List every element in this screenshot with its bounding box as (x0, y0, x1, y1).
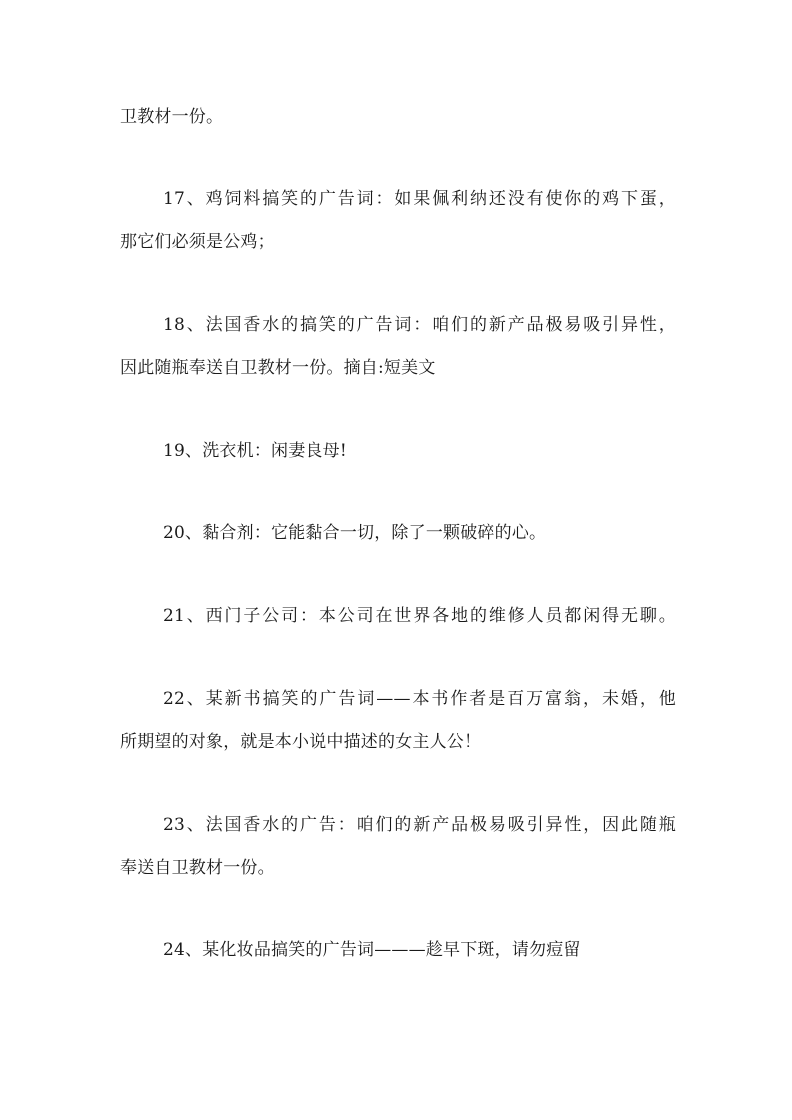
paragraph-18-line-1: 18、法国香水的搞笑的广告词：咱们的新产品极易吸引异性， (163, 315, 676, 335)
paragraph-23-line-2: 奉送自卫教材一份。 (120, 858, 275, 878)
paragraph-18-line-2: 因此随瓶奉送自卫教材一份。摘自:短美文 (120, 358, 436, 378)
paragraph-24: 24、某化妆品搞笑的广告词———趁早下斑，请勿痘留 (163, 940, 581, 960)
paragraph-19: 19、洗衣机：闲妻良母! (163, 441, 347, 461)
paragraph-22-line-2: 所期望的对象，就是本小说中描述的女主人公！ (120, 732, 482, 752)
text-line: 卫教材一份。 (120, 107, 224, 127)
paragraph-20: 20、黏合剂：它能黏合一切，除了一颗破碎的心。 (163, 523, 547, 543)
paragraph-22-line-1: 22、某新书搞笑的广告词——本书作者是百万富翁，未婚，他 (163, 689, 676, 709)
paragraph-17-line-2: 那它们必须是公鸡； (120, 232, 275, 252)
paragraph-17-line-1: 17、鸡饲料搞笑的广告词：如果佩利纳还没有使你的鸡下蛋， (163, 189, 676, 209)
paragraph-23-line-1: 23、法国香水的广告：咱们的新产品极易吸引异性，因此随瓶 (163, 815, 676, 835)
paragraph-21: 21、西门子公司：本公司在世界各地的维修人员都闲得无聊。 (163, 606, 676, 626)
